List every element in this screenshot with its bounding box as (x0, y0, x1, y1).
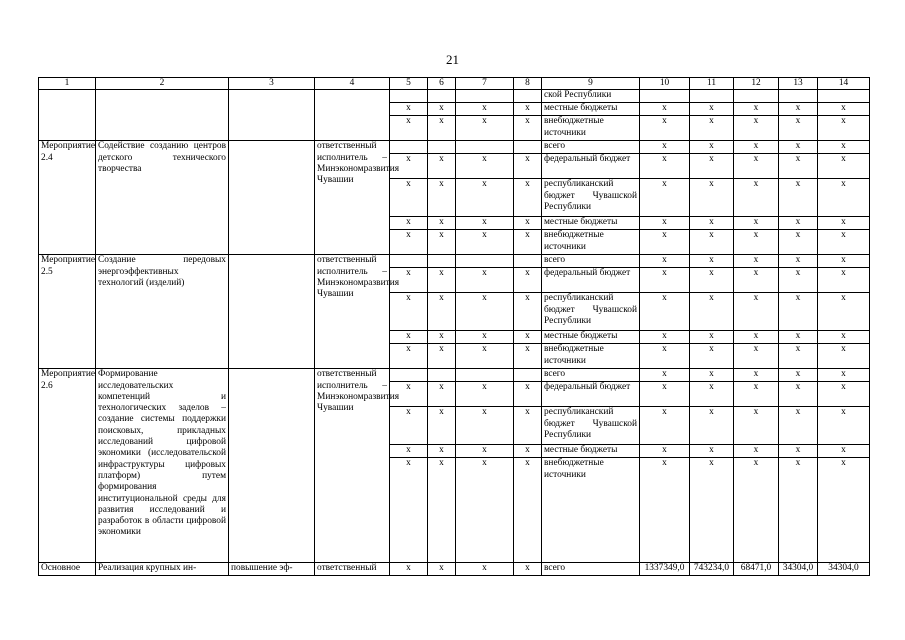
x-mark: х (390, 344, 428, 369)
x-mark: х (779, 116, 818, 141)
x-mark: х (734, 179, 779, 217)
empty-cell (690, 90, 734, 103)
x-mark: х (514, 458, 542, 563)
empty-cell (315, 90, 390, 141)
executor-cell: ответственный исполнитель – Минэкономразвития Чувашии (315, 141, 390, 255)
x-mark: х (390, 293, 428, 331)
source-cell: местные бюджеты (542, 445, 640, 458)
x-mark: х (818, 445, 870, 458)
x-mark: х (514, 154, 542, 179)
x-mark: х (514, 331, 542, 344)
empty-cell (514, 90, 542, 103)
x-mark: х (640, 382, 690, 407)
measure-title: Содействие созданию центров детского технического творчества (96, 141, 229, 255)
x-mark: х (514, 344, 542, 369)
x-mark: х (640, 344, 690, 369)
x-mark: х (734, 154, 779, 179)
x-mark: х (779, 407, 818, 445)
source-cell: республиканский бюджет Чувашской Республики (542, 179, 640, 217)
x-mark: х (734, 331, 779, 344)
empty-cell (514, 141, 542, 154)
x-mark: х (818, 458, 870, 563)
x-mark: х (818, 103, 870, 116)
col-header: 12 (734, 78, 779, 90)
x-mark: х (779, 230, 818, 255)
x-mark: х (456, 217, 514, 230)
x-mark: х (428, 563, 456, 576)
x-mark: х (640, 217, 690, 230)
x-mark: х (779, 154, 818, 179)
x-mark: х (640, 293, 690, 331)
x-mark: х (428, 103, 456, 116)
table-row (39, 563, 870, 576)
col-header: 14 (818, 78, 870, 90)
source-cell: внебюджетные источники (542, 116, 640, 141)
empty-cell (640, 90, 690, 103)
x-mark: х (390, 268, 428, 293)
empty-cell (734, 90, 779, 103)
x-mark: х (514, 217, 542, 230)
x-mark: х (779, 458, 818, 563)
x-mark: х (428, 331, 456, 344)
x-mark: х (690, 179, 734, 217)
x-mark: х (456, 179, 514, 217)
table-row (39, 255, 870, 268)
x-mark: х (690, 458, 734, 563)
x-mark: х (690, 255, 734, 268)
measure-title: Реализация крупных ин- (96, 563, 229, 576)
source-cell: федеральный бюджет (542, 382, 640, 407)
x-mark: х (390, 407, 428, 445)
x-mark: х (428, 344, 456, 369)
empty-cell (514, 369, 542, 382)
empty-cell (456, 255, 514, 268)
x-mark: х (734, 407, 779, 445)
x-mark: х (690, 268, 734, 293)
x-mark: х (779, 331, 818, 344)
target-cell (229, 255, 315, 369)
col-header: 7 (456, 78, 514, 90)
x-mark: х (734, 103, 779, 116)
empty-cell (456, 369, 514, 382)
empty-cell (514, 255, 542, 268)
executor-cell: ответственный исполнитель – Минэкономразвития Чувашии (315, 369, 390, 563)
value-cell: 68471,0 (734, 563, 779, 576)
table-row (39, 141, 870, 154)
x-mark: х (514, 116, 542, 141)
x-mark: х (640, 369, 690, 382)
target-cell (229, 369, 315, 563)
x-mark: х (428, 268, 456, 293)
x-mark: х (456, 331, 514, 344)
x-mark: х (428, 217, 456, 230)
measure-label: Мероприятие 2.6 (39, 369, 96, 563)
x-mark: х (734, 230, 779, 255)
empty-cell (428, 255, 456, 268)
x-mark: х (690, 116, 734, 141)
x-mark: х (690, 445, 734, 458)
x-mark: х (456, 563, 514, 576)
x-mark: х (428, 382, 456, 407)
measure-label: Мероприятие 2.4 (39, 141, 96, 255)
col-header: 5 (390, 78, 428, 90)
empty-cell (779, 90, 818, 103)
x-mark: х (514, 407, 542, 445)
x-mark: х (818, 407, 870, 445)
x-mark: х (456, 268, 514, 293)
header-row (39, 78, 870, 90)
col-header: 4 (315, 78, 390, 90)
empty-cell (456, 141, 514, 154)
x-mark: х (456, 103, 514, 116)
x-mark: х (779, 141, 818, 154)
executor-cell: ответственный исполнитель – Минэкономразвития Чувашии (315, 255, 390, 369)
x-mark: х (779, 103, 818, 116)
x-mark: х (734, 217, 779, 230)
x-mark: х (640, 407, 690, 445)
source-cell: внебюджетные источники (542, 458, 640, 563)
x-mark: х (818, 230, 870, 255)
source-cell: республиканский бюджет Чувашской Республики (542, 407, 640, 445)
x-mark: х (690, 369, 734, 382)
x-mark: х (390, 382, 428, 407)
x-mark: х (818, 179, 870, 217)
col-header: 1 (39, 78, 96, 90)
x-mark: х (779, 255, 818, 268)
col-header: 9 (542, 78, 640, 90)
source-cell: федеральный бюджет (542, 268, 640, 293)
x-mark: х (818, 268, 870, 293)
x-mark: х (734, 255, 779, 268)
x-mark: х (734, 268, 779, 293)
source-cell: местные бюджеты (542, 103, 640, 116)
x-mark: х (818, 382, 870, 407)
col-header: 13 (779, 78, 818, 90)
x-mark: х (640, 154, 690, 179)
x-mark: х (390, 116, 428, 141)
x-mark: х (779, 382, 818, 407)
empty-cell (456, 90, 514, 103)
x-mark: х (390, 458, 428, 563)
x-mark: х (390, 103, 428, 116)
x-mark: х (640, 230, 690, 255)
x-mark: х (390, 230, 428, 255)
program-table (38, 77, 870, 576)
source-cell: всего (542, 255, 640, 268)
x-mark: х (734, 344, 779, 369)
source-cell: федеральный бюджет (542, 154, 640, 179)
x-mark: х (690, 217, 734, 230)
x-mark: х (779, 217, 818, 230)
x-mark: х (690, 154, 734, 179)
x-mark: х (456, 458, 514, 563)
x-mark: х (818, 331, 870, 344)
x-mark: х (640, 103, 690, 116)
x-mark: х (640, 141, 690, 154)
empty-cell (96, 90, 229, 141)
executor-cell: ответственный (315, 563, 390, 576)
x-mark: х (640, 458, 690, 563)
x-mark: х (428, 179, 456, 217)
col-header: 6 (428, 78, 456, 90)
x-mark: х (514, 382, 542, 407)
x-mark: х (779, 268, 818, 293)
empty-cell (390, 255, 428, 268)
x-mark: х (390, 445, 428, 458)
x-mark: х (514, 268, 542, 293)
x-mark: х (690, 407, 734, 445)
x-mark: х (428, 293, 456, 331)
x-mark: х (734, 293, 779, 331)
empty-cell (229, 90, 315, 141)
x-mark: х (428, 116, 456, 141)
value-cell: 34304,0 (779, 563, 818, 576)
x-mark: х (390, 179, 428, 217)
x-mark: х (690, 331, 734, 344)
x-mark: х (456, 344, 514, 369)
source-cell: всего (542, 141, 640, 154)
x-mark: х (818, 369, 870, 382)
x-mark: х (640, 268, 690, 293)
x-mark: х (734, 445, 779, 458)
empty-cell (428, 141, 456, 154)
x-mark: х (734, 458, 779, 563)
x-mark: х (456, 154, 514, 179)
x-mark: х (734, 369, 779, 382)
x-mark: х (818, 344, 870, 369)
x-mark: х (514, 230, 542, 255)
x-mark: х (690, 382, 734, 407)
target-cell: повышение эф- (229, 563, 315, 576)
measure-label: Основное (39, 563, 96, 576)
x-mark: х (690, 230, 734, 255)
x-mark: х (428, 230, 456, 255)
x-mark: х (428, 407, 456, 445)
col-header: 10 (640, 78, 690, 90)
x-mark: х (390, 331, 428, 344)
x-mark: х (390, 217, 428, 230)
x-mark: х (514, 563, 542, 576)
x-mark: х (818, 255, 870, 268)
col-header: 11 (690, 78, 734, 90)
x-mark: х (779, 293, 818, 331)
source-cell: всего (542, 563, 640, 576)
x-mark: х (734, 141, 779, 154)
empty-cell (390, 369, 428, 382)
x-mark: х (514, 445, 542, 458)
x-mark: х (818, 116, 870, 141)
x-mark: х (818, 154, 870, 179)
x-mark: х (690, 141, 734, 154)
col-header: 3 (229, 78, 315, 90)
measure-title: Создание передовых энергоэффективных технологий (изделий) (96, 255, 229, 369)
col-header: 2 (96, 78, 229, 90)
x-mark: х (428, 445, 456, 458)
value-cell: 1337349,0 (640, 563, 690, 576)
x-mark: х (428, 458, 456, 563)
empty-cell (428, 90, 456, 103)
x-mark: х (514, 179, 542, 217)
col-header: 8 (514, 78, 542, 90)
x-mark: х (734, 116, 779, 141)
x-mark: х (779, 369, 818, 382)
x-mark: х (818, 217, 870, 230)
x-mark: х (818, 293, 870, 331)
target-cell (229, 141, 315, 255)
measure-title: Формирование исследовательских компетенций и технологических заделов – создание системы поддержки поисковых, прикладных исследований цифровой экономики (исследовательской инфраструктуры цифровых платформ) путем формирования институциональной среды для развития исследований и разработок в области цифровой экономики (96, 369, 229, 563)
x-mark: х (779, 344, 818, 369)
x-mark: х (690, 103, 734, 116)
empty-cell (818, 90, 870, 103)
x-mark: х (514, 103, 542, 116)
source-cell: внебюджетные источники (542, 230, 640, 255)
empty-cell (39, 90, 96, 141)
value-cell: 743234,0 (690, 563, 734, 576)
value-cell: 34304,0 (818, 563, 870, 576)
x-mark: х (779, 445, 818, 458)
source-cell: ской Республики (542, 90, 640, 103)
page-number: 21 (446, 52, 459, 67)
x-mark: х (456, 382, 514, 407)
x-mark: х (734, 382, 779, 407)
x-mark: х (690, 293, 734, 331)
x-mark: х (818, 141, 870, 154)
source-cell: республиканский бюджет Чувашской Республики (542, 293, 640, 331)
table-row (39, 369, 870, 382)
x-mark: х (456, 445, 514, 458)
table-row (39, 90, 870, 103)
x-mark: х (640, 116, 690, 141)
x-mark: х (640, 445, 690, 458)
empty-cell (390, 90, 428, 103)
x-mark: х (456, 116, 514, 141)
x-mark: х (456, 293, 514, 331)
x-mark: х (456, 230, 514, 255)
x-mark: х (640, 331, 690, 344)
source-cell: местные бюджеты (542, 331, 640, 344)
x-mark: х (514, 293, 542, 331)
empty-cell (428, 369, 456, 382)
x-mark: х (640, 255, 690, 268)
x-mark: х (390, 154, 428, 179)
empty-cell (390, 141, 428, 154)
x-mark: х (779, 179, 818, 217)
x-mark: х (428, 154, 456, 179)
measure-label: Мероприятие 2.5 (39, 255, 96, 369)
x-mark: х (456, 407, 514, 445)
source-cell: внебюджетные источники (542, 344, 640, 369)
x-mark: х (640, 179, 690, 217)
source-cell: всего (542, 369, 640, 382)
source-cell: местные бюджеты (542, 217, 640, 230)
x-mark: х (690, 344, 734, 369)
x-mark: х (390, 563, 428, 576)
